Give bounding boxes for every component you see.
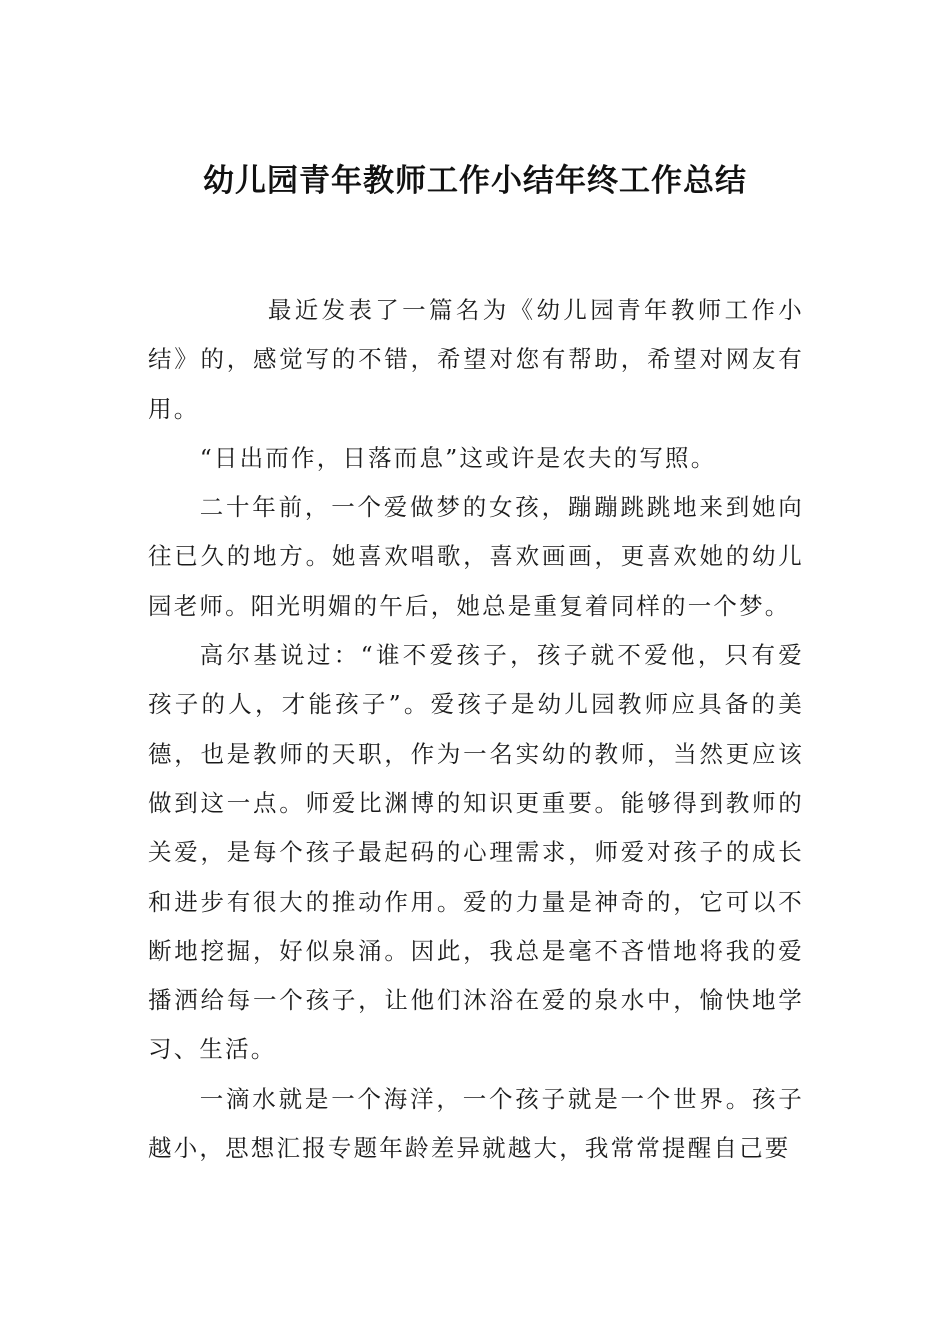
paragraph-quote: “日出而作，日落而息”这或许是农夫的写照。 xyxy=(199,443,717,472)
paragraph-intro: 最近发表了一篇名为《幼儿园青年教师工作小结》的，感觉写的不错，希望对您有帮助，希望对网友有用。 xyxy=(148,296,804,423)
document-title: 幼儿园青年教师工作小结年终工作总结 xyxy=(203,163,747,199)
paragraph-each-child-world: 一滴水就是一个海洋，一个孩子就是一个世界。孩子越小，思想汇报专题年龄差异就越大，我常常提醒自己要 xyxy=(148,1084,804,1163)
paragraph-childhood-dream: 二十年前，一个爱做梦的女孩，蹦蹦跳跳地来到她向往已久的地方。她喜欢唱歌，喜欢画画，更喜欢她的幼儿园老师。阳光明媚的午后，她总是重复着同样的一个梦。 xyxy=(148,493,804,620)
paragraph-love-children: 高尔基说过：“谁不爱孩子，孩子就不爱他，只有爱孩子的人，才能孩子”。爱孩子是幼儿园教师应具备的美德，也是教师的天职，作为一名实幼的教师，当然更应该做到这一点。师爱比渊博的知识更重要。能够得到教师的关爱，是每个孩子最起码的心理需求，师爱对孩子的成长和进步有很大的推动作用。爱的力量是神奇的，它可以不断地挖掘，好似泉涌。因此，我总是毫不吝惜地将我的爱播洒给每一个孩子，让他们沐浴在爱的泉水中，愉快地学习、生活。 xyxy=(148,641,804,1064)
document-body xyxy=(148,286,804,1173)
